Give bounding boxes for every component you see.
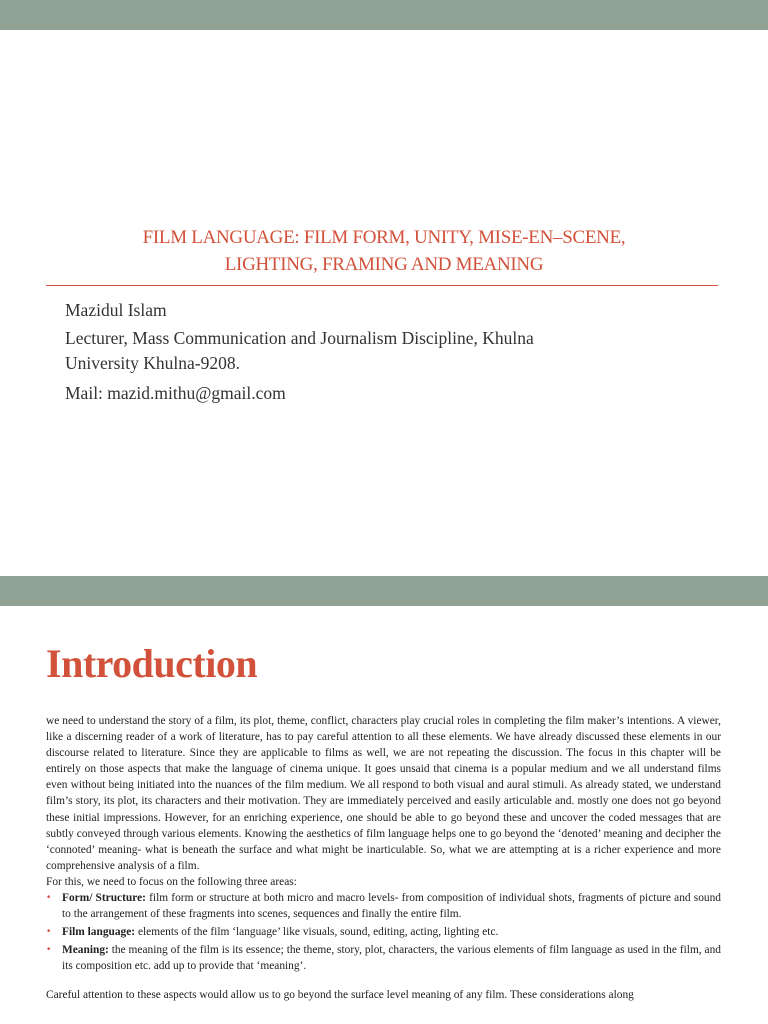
bullet-icon: •	[46, 927, 52, 938]
intro-paragraph: we need to understand the story of a film, its plot, theme, conflict, characters play crucial roles in completing the film maker’s intentions. A viewer, like a discerning reader of a work of literature, has to pay careful attention to all these elements. We have already discussed these elements in our discourse related to literature. Since they are applicable to films as well, we are not repeating the discussion. The focus in this chapter will be entirely on those aspects that make the language of cinema unique. It goes unsaid that cinema is a popular medium and we all understand films even without being initiated into the nuances of the film medium. We all respond to both visual and aural stimuli. As already stated, we understand film’s story, its plot, its characters and their motivation. They are immediately perceived and easily articulable and. mostly one does not go beyond these initial impressions. However, for an enriching experience, one should be able to go beyond these and uncover the coded messages that are subtly conveyed through various elements. Knowing the aesthetics of film language helps one to go beyond the ‘denoted’ meaning and decipher the ‘connoted’ meaning- what is beneath the surface and what might be inarticulable. So, what we are attempting at is a richer experience and more comprehensive analysis of a film.	[46, 715, 721, 872]
author-role-line-2: University Khulna-9208.	[65, 353, 240, 373]
list-item-text: the meaning of the film is its essence; the theme, story, plot, characters, the various elements of film language as used in the film, and its composition etc. add up to provide that ‘meaning’.	[62, 944, 721, 973]
title-divider	[46, 285, 718, 286]
author-role-line-1: Lecturer, Mass Communication and Journalism Discipline, Khulna	[65, 328, 534, 348]
bullet-icon: •	[46, 893, 52, 904]
list-item	[46, 890, 721, 922]
slide-title	[60, 224, 708, 278]
list-item-text: film form or structure at both micro and macro levels- from composition of individual shots, fragments of picture and sound to the arrangement of these fragments into scenes, sequences and finally the entire film.	[62, 892, 721, 921]
slide-separator-band	[0, 576, 768, 606]
author-mail: Mail: mazid.mithu@gmail.com	[65, 383, 286, 403]
author-name: Mazidul Islam	[65, 300, 167, 320]
list-item-term: Meaning:	[62, 944, 109, 957]
bullet-icon: •	[46, 945, 52, 956]
author-block	[65, 298, 685, 406]
slide-title-line-1: FILM LANGUAGE: FILM FORM, UNITY, MISE-EN–SCENE,	[142, 227, 626, 248]
list-item	[46, 942, 721, 974]
list-item-term: Form/ Structure:	[62, 892, 146, 905]
section-heading: Introduction	[46, 641, 258, 686]
slide-title-line-2: LIGHTING, FRAMING AND MEANING	[224, 254, 544, 275]
list-item-text: elements of the film ‘language’ like visuals, sound, editing, acting, lighting etc.	[135, 926, 499, 939]
lead-in-text: For this, we need to focus on the following three areas:	[46, 875, 297, 888]
list-item-term: Film language:	[62, 926, 136, 939]
top-band	[0, 0, 768, 30]
closing-paragraph: Careful attention to these aspects would allow us to go beyond the surface level meaning of any film. These considerations along	[46, 988, 634, 1001]
list-item	[46, 924, 721, 940]
focus-areas-list	[46, 890, 721, 974]
body-text	[46, 713, 721, 1003]
